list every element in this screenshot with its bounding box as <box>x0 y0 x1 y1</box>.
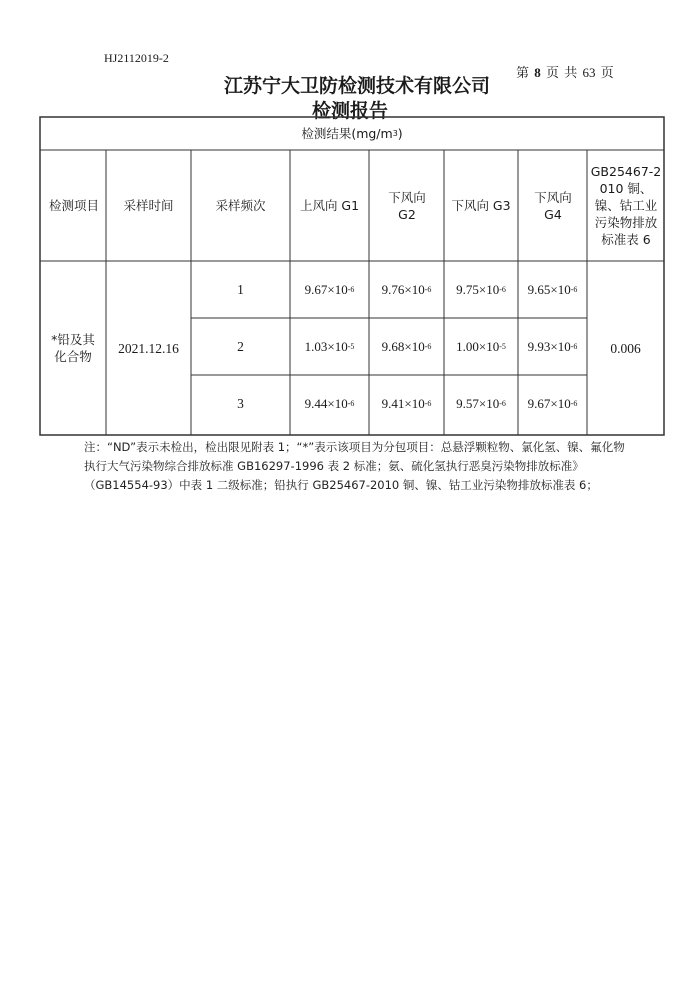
item-name: *铅及其化合物 <box>51 332 95 364</box>
report-title: 检测报告 <box>311 100 388 122</box>
col-header-g4: 下风向 G4 <box>534 189 572 222</box>
row-3-g4: 9.67×10 -6 <box>527 396 578 411</box>
row-2-freq: 2 <box>237 339 244 354</box>
col-header-time: 采样时间 <box>123 198 174 213</box>
row-2-g3-mantissa: 1.00×10 <box>456 339 500 354</box>
group-header-text: 检测结果(mg/m <box>301 126 393 141</box>
row-3-g1: 9.44×10 -6 <box>304 396 355 411</box>
row-1-g4: 9.65×10 -6 <box>527 282 578 297</box>
row-2-g1: 1.03×10 -5 <box>304 339 355 354</box>
group-header-end: ) <box>397 126 403 141</box>
row-3-g2: 9.41×10 -6 <box>381 396 432 411</box>
row-1-g2-mantissa: 9.76×10 <box>381 282 425 297</box>
row-1-g3-mantissa: 9.75×10 <box>456 282 500 297</box>
col-header-std: GB25467-2010 铜、镍、钴工业污染物排放标准表 6 <box>590 164 662 247</box>
row-1-freq: 1 <box>237 282 244 297</box>
col-header-freq: 采样频次 <box>215 198 266 213</box>
row-1-g1: 9.67×10 -6 <box>304 282 355 297</box>
row-2-g4: 9.93×10 -6 <box>527 339 578 354</box>
row-3-freq: 3 <box>237 396 244 411</box>
row-3-g3-mantissa: 9.57×10 <box>456 396 500 411</box>
row-2-g1-mantissa: 1.03×10 <box>304 339 348 354</box>
company-name: 江苏宁大卫防检测技术有限公司 <box>223 75 490 97</box>
col-header-g1: 上风向 G1 <box>299 198 360 213</box>
row-2-g2-mantissa: 9.68×10 <box>381 339 425 354</box>
col-header-g2: 下风向 G2 <box>388 189 426 222</box>
page-suffix: 页 <box>600 65 614 80</box>
col-header-g3: 下风向 G3 <box>451 198 511 213</box>
row-1-g2: 9.76×10 -6 <box>381 282 432 297</box>
page-total: 63 <box>582 65 596 80</box>
row-2-g3: 1.00×10 -5 <box>456 339 506 354</box>
group-header: 检测结果(mg/m 3 ) <box>301 126 403 141</box>
standard-value: 0.006 <box>610 340 641 356</box>
results-table <box>39 116 665 436</box>
document-id: HJ2112019-2 <box>104 51 169 65</box>
page-mid: 页 共 <box>546 65 578 80</box>
row-1-g1-mantissa: 9.67×10 <box>304 282 348 297</box>
row-1-g4-mantissa: 9.65×10 <box>527 282 571 297</box>
row-3-g3: 9.57×10 -6 <box>456 396 506 411</box>
page-prefix: 第 <box>516 65 530 80</box>
footnote: 注：“ND”表示未检出，检出限见附表 1；“*”表示该项目为分包项目：总悬浮颗粒物、氯化氢、镍、氟化物执行大气污染物综合排放标准 GB16297-1996 表 2 标准；氨、硫化氢执行恶臭污染物排放标准》（GB14554-93）中表 1 二级标准；铅执行 GB25467-2010 铜、镍、钴工业污染物排放标准表 6； <box>84 440 625 492</box>
row-1-g3: 9.75×10 -6 <box>456 282 506 297</box>
row-3-g2-mantissa: 9.41×10 <box>381 396 425 411</box>
col-header-item: 检测项目 <box>48 198 99 213</box>
row-2-g4-mantissa: 9.93×10 <box>527 339 571 354</box>
row-2-g2: 9.68×10 -6 <box>381 339 432 354</box>
row-3-g4-mantissa: 9.67×10 <box>527 396 571 411</box>
page-current: 8 <box>534 65 541 80</box>
sample-date: 2021.12.16 <box>118 340 179 356</box>
row-3-g1-mantissa: 9.44×10 <box>304 396 348 411</box>
